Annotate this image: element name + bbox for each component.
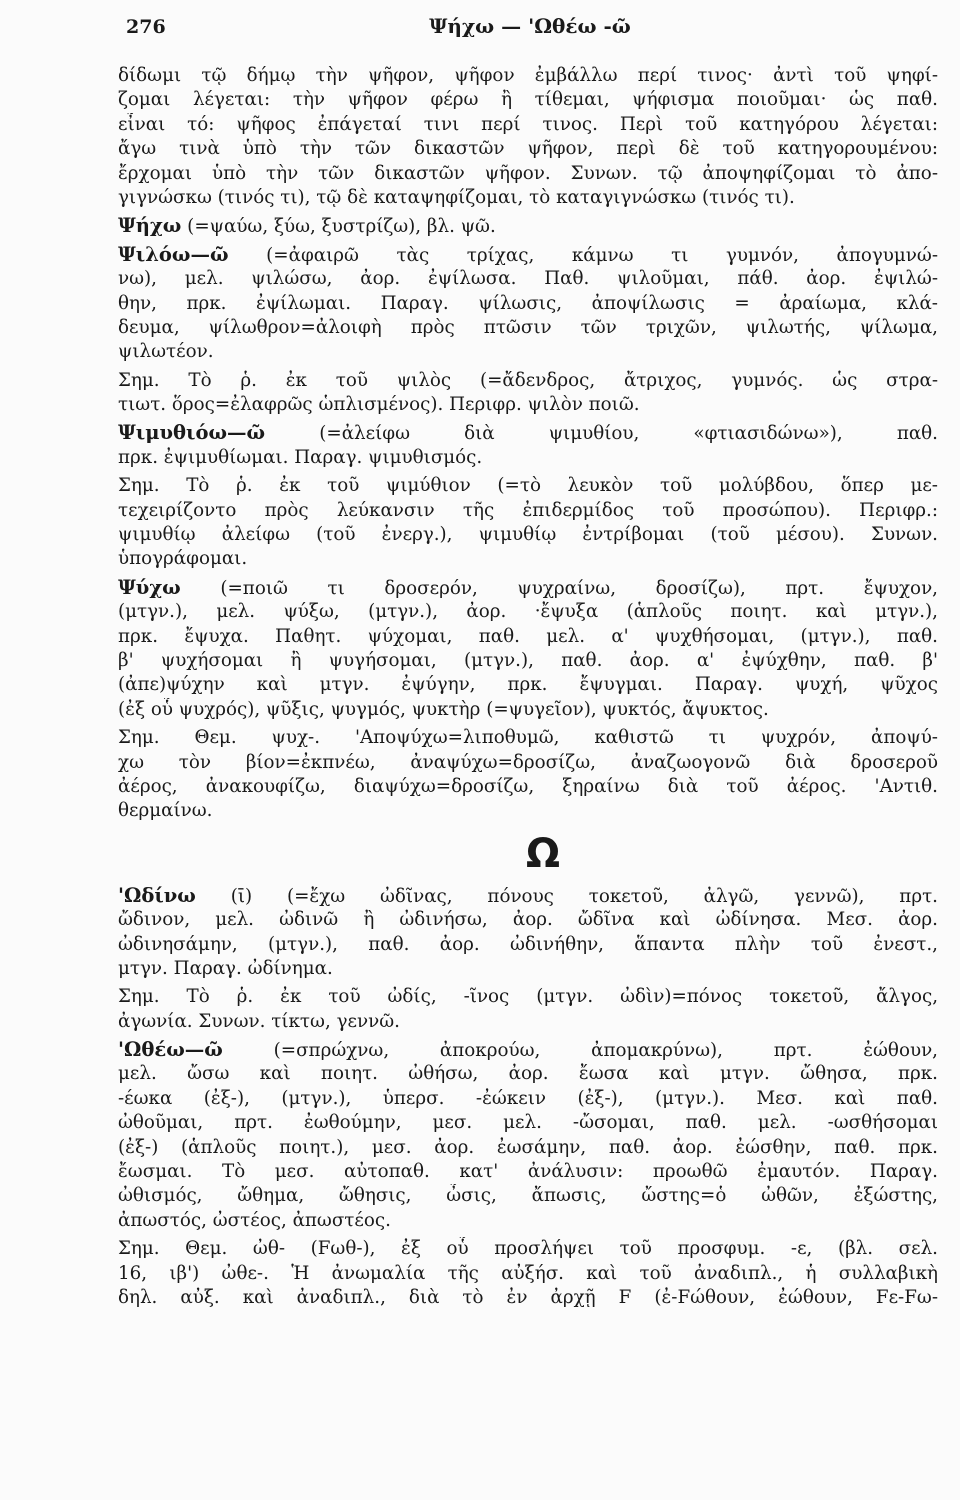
text-line bbox=[118, 1237, 938, 1261]
line-text: δευμα, ψίλωθρον=ἀλοιφὴ πρὸς πτῶσιν τῶν τριχῶν, ψιλωτής, ψίλωμα, bbox=[118, 316, 938, 338]
line-text: (ἐξ-) (ἁπλοῦς ποιητ.), μεσ. ἀορ. ἐωσάμην, παθ. ἀορ. ἐώσθην, παθ. πρκ. bbox=[118, 1136, 938, 1158]
text-line bbox=[118, 1010, 938, 1034]
text-line bbox=[118, 137, 938, 161]
line-text: (ῑ) (=ἔχω ὠδῖνας, πόνους τοκετοῦ, ἀλγῶ, γεννῶ), πρτ. bbox=[195, 885, 938, 907]
text-line bbox=[118, 1160, 938, 1184]
line-text: Σημ. Τὸ ῥ. ἐκ τοῦ ψιλὸς (=ἄδενδρος, ἄτριχος, γυμνός. ὡς στρα- bbox=[118, 369, 938, 391]
entry-headword-line bbox=[118, 214, 938, 238]
line-text: δίδωμι τῷ δήμῳ τὴν ψῆφον, ψῆφον ἐμβάλλω περί τινος· ἀντὶ τοῦ ψηφί- bbox=[118, 65, 938, 86]
line-text: Σημ. Τὸ ῥ. ἐκ τοῦ ὠδίς, -ῖνος (μτγν. ὠδὶν)=πόνος τοκετοῦ, ἄλγος, bbox=[118, 986, 938, 1008]
text-line bbox=[118, 474, 938, 498]
line-text: ψιμυθίῳ ἀλείφω (τοῦ ἐνεργ.), ψιμυθίῳ ἐντρίβομαι (τοῦ μέσου). Συνων. bbox=[118, 524, 938, 546]
text-line bbox=[118, 1184, 938, 1208]
line-text: (=ψαύω, ξύω, ξυστρίζω), βλ. ψῶ. bbox=[181, 216, 496, 238]
line-text: μτγν. Παραγ. ὠδίνημα. bbox=[118, 957, 333, 979]
headword: Ψύχω bbox=[118, 575, 181, 599]
text-line bbox=[118, 1087, 938, 1111]
entry-headword-line bbox=[118, 884, 938, 908]
line-text: (=ἀφαιρῶ τὰς τρίχας, κάμνω τι γυμνόν, ἀπογυμνώ- bbox=[228, 244, 938, 266]
text-line bbox=[118, 316, 938, 340]
line-text: (=σπρώχνω, ἀποκρούω, ἀπομακρύνω), πρτ. ἐώθουν, bbox=[222, 1040, 938, 1062]
line-text: γιγνώσκω (τινός τι), τῷ δὲ καταψηφίζομαι, τὸ καταγιγνώσκω (τινός τι). bbox=[118, 186, 795, 208]
entry-headword-line bbox=[118, 576, 938, 600]
line-text: τεχειρίζοντο πρὸς λεύκανσιν τῆς ἐπιδερμίδος τοῦ προσώπου). Περιφρ.: bbox=[118, 499, 938, 521]
text-line bbox=[118, 600, 938, 624]
line-text: ἄγω τινὰ ὑπὸ τὴν τῶν δικαστῶν ψῆφον, περὶ δὲ τοῦ κατηγορουμένου: bbox=[118, 138, 938, 160]
line-text: μελ. ὤσω καὶ ποιητ. ὠθήσω, ἀορ. ἔωσα καὶ μτγν. ὤθησα, πρκ. bbox=[118, 1063, 938, 1085]
headword: 'Ωδίνω bbox=[118, 883, 196, 907]
line-text: β' ψυχήσομαι ἢ ψυγήσομαι, (μτγν.), παθ. ἀορ. α' ἐψύχθην, παθ. β' bbox=[118, 649, 938, 671]
line-text: νω), μελ. ψιλώσω, ἀορ. ἐψίλωσα. Παθ. ψιλοῦμαι, πάθ. ἀορ. ἐψιλώ- bbox=[118, 268, 938, 290]
line-text: ἀέρος, ἀνακουφίζω, διαψύχω=δροσίζω, ξηραίνω διὰ τοῦ ἀέρος. 'Αντιθ. bbox=[118, 775, 938, 797]
line-text: ὠδινησάμην, (μτγν.), παθ. ἀορ. ὠδινήθην, ἅπαντα πλὴν τοῦ ἐνεστ., bbox=[118, 933, 938, 955]
text-line bbox=[118, 547, 938, 571]
line-text: ζομαι λέγεται: τὴν ψῆφον φέρω ἢ τίθεμαι, ψήφισμα ποιοῦμαι· ὡς παθ. bbox=[118, 89, 938, 111]
line-text: πρκ. ἐψιμυθίωμαι. Παραγ. ψιμυθισμός. bbox=[118, 446, 483, 468]
text-line bbox=[118, 1111, 938, 1135]
line-text: ψιλωτέον. bbox=[118, 341, 214, 363]
text-line bbox=[118, 340, 938, 364]
line-text: ὑπογράφομαι. bbox=[118, 548, 248, 570]
page-body bbox=[118, 64, 938, 1310]
line-text: (ἀπε)ψύχην καὶ μτγν. ἐψύγην, πρκ. ἔψυγμαι. Παραγ. ψυχή, ψῦχος bbox=[118, 674, 938, 696]
text-line bbox=[118, 162, 938, 186]
text-line bbox=[118, 751, 938, 775]
line-text: (=ἀλείφω διὰ ψιμυθίου, «φτιασιδώνω»), παθ. bbox=[265, 423, 938, 445]
text-line bbox=[118, 726, 938, 750]
text-line bbox=[118, 267, 938, 291]
text-line bbox=[118, 1209, 938, 1233]
text-line bbox=[118, 673, 938, 697]
headword: Ψήχω bbox=[118, 214, 182, 238]
line-text: χω τὸν βίον=ἐκπνέω, ἀναψύχω=δροσίζω, ἀναζωογονῶ διὰ δροσεροῦ bbox=[118, 751, 938, 773]
text-line bbox=[118, 957, 938, 981]
text-line bbox=[118, 799, 938, 823]
line-text: ὤδινον, μελ. ὠδινῶ ἢ ὠδινήσω, ἀορ. ὤδῖνα καὶ ὠδίνησα. Μεσ. ἀορ. bbox=[118, 909, 938, 931]
running-head: Ψήχω — 'Ωθέω -ῶ bbox=[429, 14, 631, 38]
text-line bbox=[118, 393, 938, 417]
line-text: ἀπωστός, ὠστέος, ἀπωστέος. bbox=[118, 1209, 391, 1231]
line-text: θερμαίνω. bbox=[118, 800, 213, 822]
line-text: πρκ. ἔψυχα. Παθητ. ψύχομαι, παθ. μελ. α' ψυχθήσομαι, (μτγν.), παθ. bbox=[118, 625, 938, 647]
line-text: ἔρχομαι ὑπὸ τὴν τῶν δικαστῶν ψῆφον. Συνων. τῷ ἀποψηφίζομαι τὸ ἀπο- bbox=[118, 162, 938, 184]
entry-headword-line bbox=[118, 421, 938, 445]
line-text: ὠθισμός, ὤθημα, ὤθησις, ὦσις, ἄπωσις, ὤστης=ὁ ὠθῶν, ἐξώστης, bbox=[118, 1185, 938, 1207]
text-line bbox=[118, 1262, 938, 1286]
line-text: ἔωσμαι. Τὸ μεσ. αὐτοπαθ. κατ' ἀνάλυσιν: προωθῶ ἐμαυτόν. Παραγ. bbox=[118, 1161, 938, 1183]
text-line bbox=[118, 523, 938, 547]
line-text: Σημ. Θεμ. ψυχ-. 'Αποψύχω=λιποθυμῶ, καθιστῶ τι ψυχρόν, ἀποψύ- bbox=[118, 727, 938, 749]
text-line bbox=[118, 698, 938, 722]
text-line bbox=[118, 908, 938, 932]
line-text: ἀγωνία. Συνων. τίκτω, γεννῶ. bbox=[118, 1010, 400, 1032]
line-text: εἶναι τό: ψῆφος ἐπάγεταί τινι περί τινος. Περὶ τοῦ κατηγόρου λέγεται: bbox=[118, 113, 938, 135]
text-line bbox=[118, 985, 938, 1009]
entry-headword-line bbox=[118, 1038, 938, 1062]
text-line bbox=[118, 499, 938, 523]
line-text: ὠθοῦμαι, πρτ. ἐωθούμην, μεσ. μελ. -ὤσομαι, παθ. μελ. -ωσθήσομαι bbox=[118, 1112, 938, 1134]
line-text: θην, πρκ. ἐψίλωμαι. Παραγ. ψίλωσις, ἀποψίλωσις = ἀραίωμα, κλά- bbox=[118, 292, 938, 314]
page-number: 276 bbox=[126, 16, 166, 38]
section-letter: Ω bbox=[525, 830, 560, 877]
text-line bbox=[118, 649, 938, 673]
text-line bbox=[118, 186, 938, 210]
line-text: Σημ. Τὸ ῥ. ἐκ τοῦ ψιμύθιον (=τὸ λευκὸν τοῦ μολύβδου, ὅπερ με- bbox=[118, 475, 938, 497]
text-line bbox=[118, 446, 938, 470]
text-line bbox=[118, 933, 938, 957]
line-text: 16, ιβ') ὠθε-. Ἡ ἀνωμαλία τῆς αὐξήσ. καὶ τοῦ ἀναδιπλ., ἡ συλλαβικὴ bbox=[118, 1262, 938, 1284]
text-line bbox=[118, 1136, 938, 1160]
text-line bbox=[118, 88, 938, 112]
text-line bbox=[118, 1286, 938, 1310]
line-text: Σημ. Θεμ. ὠθ- (Fωθ-), ἐξ οὗ προσλήψει τοῦ προσφυμ. -ε, (βλ. σελ. bbox=[118, 1238, 938, 1260]
headword: 'Ωθέω—ῶ bbox=[118, 1038, 223, 1062]
text-line bbox=[118, 113, 938, 137]
entry-headword-line bbox=[118, 243, 938, 267]
line-text: (μτγν.), μελ. ψύξω, (μτγν.), ἀορ. ·ἔψυξα (ἁπλοῦς ποιητ. καὶ μτγν.), bbox=[118, 601, 938, 623]
text-line bbox=[118, 369, 938, 393]
line-text: -έωκα (ἐξ-), (μτγν.), ὑπερσ. -ἐώκειν (ἐξ-), (μτγν.). Μεσ. καὶ παθ. bbox=[118, 1087, 938, 1109]
text-line bbox=[118, 1062, 938, 1086]
headword: Ψιμυθιόω—ῶ bbox=[118, 421, 266, 445]
text-line bbox=[118, 625, 938, 649]
text-line bbox=[118, 292, 938, 316]
line-text: δηλ. αὐξ. καὶ ἀναδιπλ., διὰ τὸ ἐν ἀρχῇ F (ἐ-Fώθουν, ἐώθουν, Fε-Fω- bbox=[118, 1286, 938, 1308]
text-line bbox=[118, 775, 938, 799]
headword: Ψιλόω—ῶ bbox=[118, 242, 229, 266]
line-text: (=ποιῶ τι δροσερόν, ψυχραίνω, δροσίζω), πρτ. ἔψυχον, bbox=[180, 577, 938, 599]
line-text: (ἐξ οὗ ψυχρός), ψῦξις, ψυγμός, ψυκτὴρ (=ψυγεῖον), ψυκτός, ἄψυκτος. bbox=[118, 698, 769, 720]
text-line bbox=[118, 64, 938, 88]
line-text: τιωτ. ὅρος=ἐλαφρῶς ὡπλισμένος). Περιφρ. ψιλὸν ποιῶ. bbox=[118, 394, 640, 416]
